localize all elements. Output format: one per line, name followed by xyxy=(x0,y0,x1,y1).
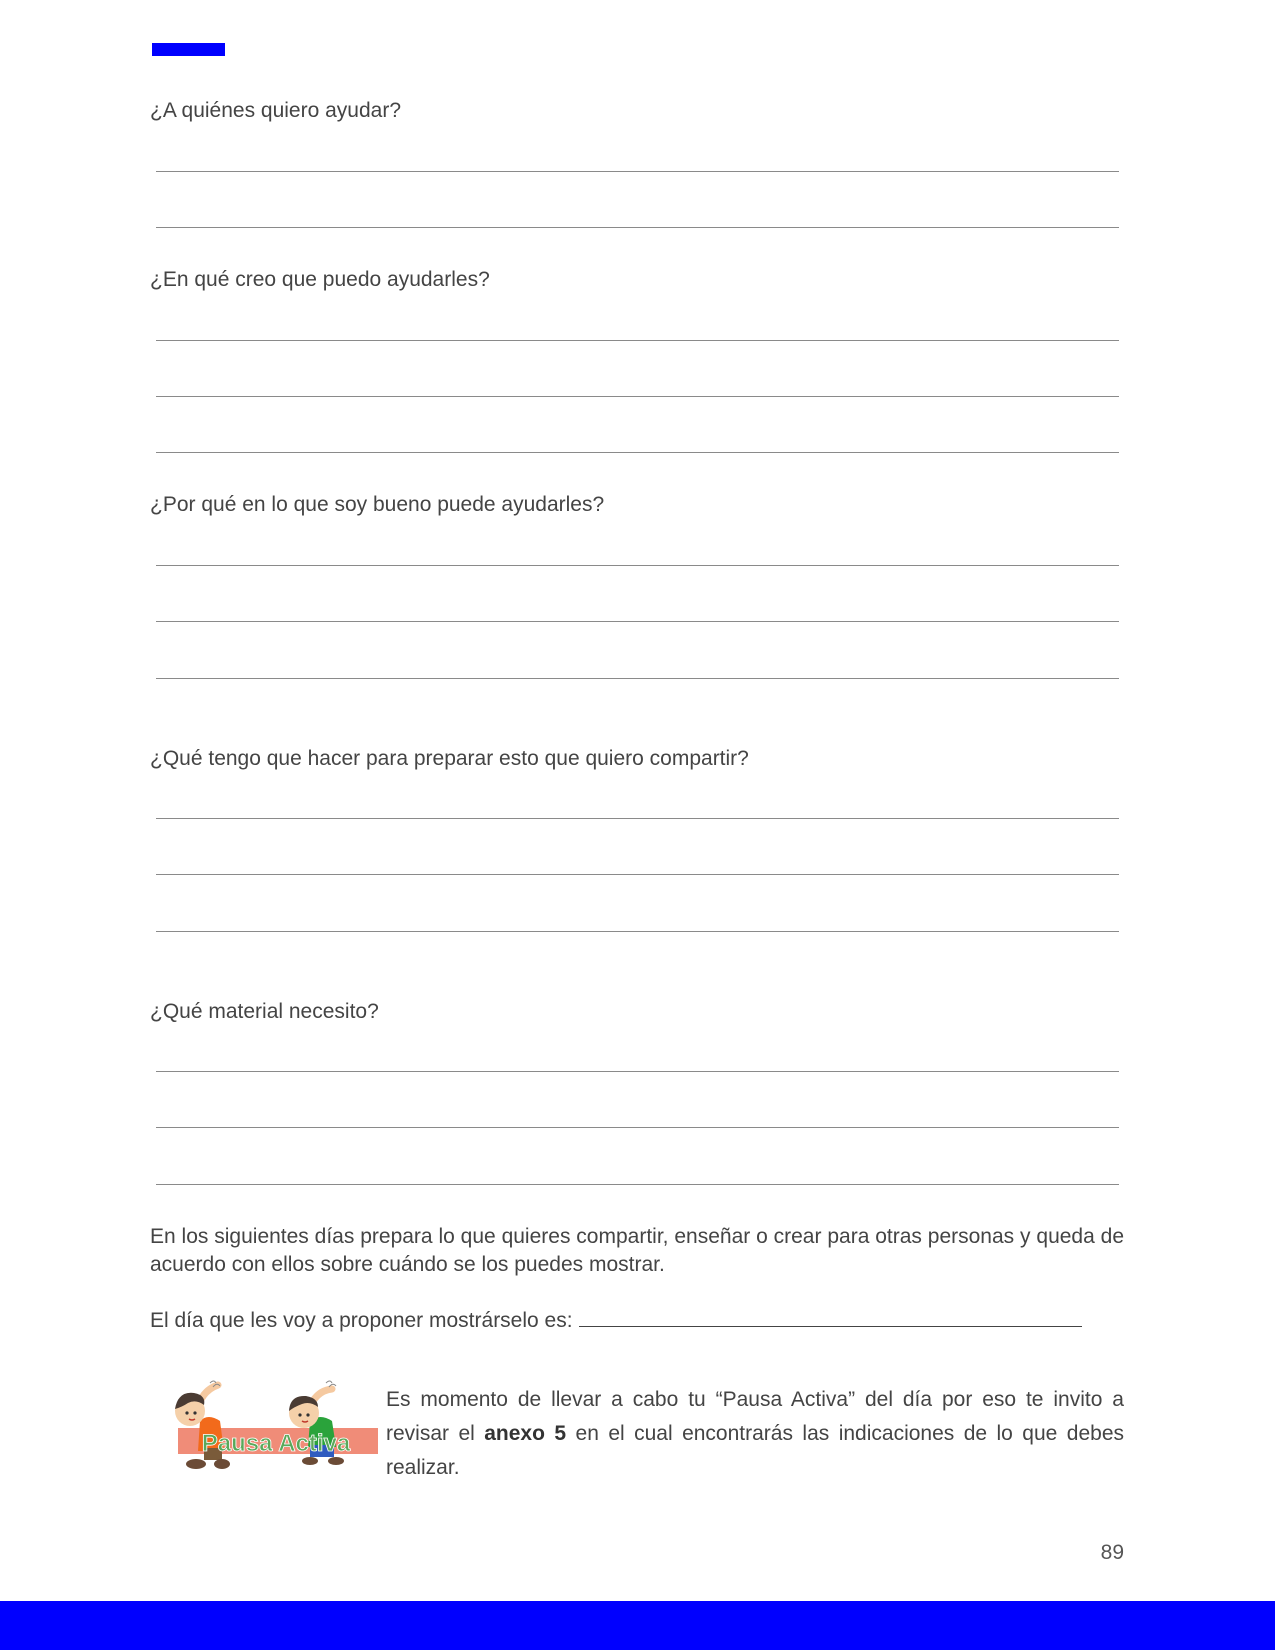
answer-line[interactable] xyxy=(156,1184,1119,1185)
answer-line[interactable] xyxy=(156,171,1119,172)
question-3: ¿Por qué en lo que soy bueno puede ayudarles? xyxy=(150,493,605,516)
answer-line[interactable] xyxy=(156,452,1119,453)
answer-line[interactable] xyxy=(156,818,1119,819)
pausa-activa-illustration xyxy=(160,1373,380,1473)
answer-line[interactable] xyxy=(156,678,1119,679)
pausa-activa-text xyxy=(386,1383,1124,1485)
instruction-paragraph: En los siguientes días prepara lo que quieres compartir, enseñar o crear para otras personas y queda de acuerdo con ellos sobre cuándo se los puedes mostrar. xyxy=(150,1225,1124,1276)
answer-line[interactable] xyxy=(156,227,1119,228)
pausa-text-before: Es momento de llevar a cabo tu “Pausa Activa” del día por eso te invito a revisar el xyxy=(386,1388,1124,1445)
question-5: ¿Qué material necesito? xyxy=(150,1000,379,1023)
date-prompt-label: El día que les voy a proponer mostrárselo es: xyxy=(150,1309,573,1332)
answer-line[interactable] xyxy=(156,340,1119,341)
question-2: ¿En qué creo que puedo ayudarles? xyxy=(150,268,490,291)
answer-line[interactable] xyxy=(156,874,1119,875)
page-number: 89 xyxy=(1100,1541,1124,1564)
top-accent-bar xyxy=(152,43,225,56)
answer-line[interactable] xyxy=(156,565,1119,566)
answer-line[interactable] xyxy=(156,1071,1119,1072)
bottom-footer-bar xyxy=(0,1601,1275,1650)
annex-reference: anexo 5 xyxy=(484,1422,567,1445)
question-4: ¿Qué tengo que hacer para preparar esto que quiero compartir? xyxy=(150,747,749,770)
date-answer-blank[interactable] xyxy=(579,1306,1082,1327)
answer-line[interactable] xyxy=(156,396,1119,397)
answer-line[interactable] xyxy=(156,931,1119,932)
question-1: ¿A quiénes quiero ayudar? xyxy=(150,99,402,122)
pausa-text-after: en el cual encontrarás las indicaciones de lo que debes realizar. xyxy=(386,1422,1125,1479)
answer-line[interactable] xyxy=(156,1127,1119,1128)
date-prompt-row xyxy=(150,1306,1082,1335)
banner-label: Pausa Activa xyxy=(201,1430,351,1457)
answer-line[interactable] xyxy=(156,621,1119,622)
